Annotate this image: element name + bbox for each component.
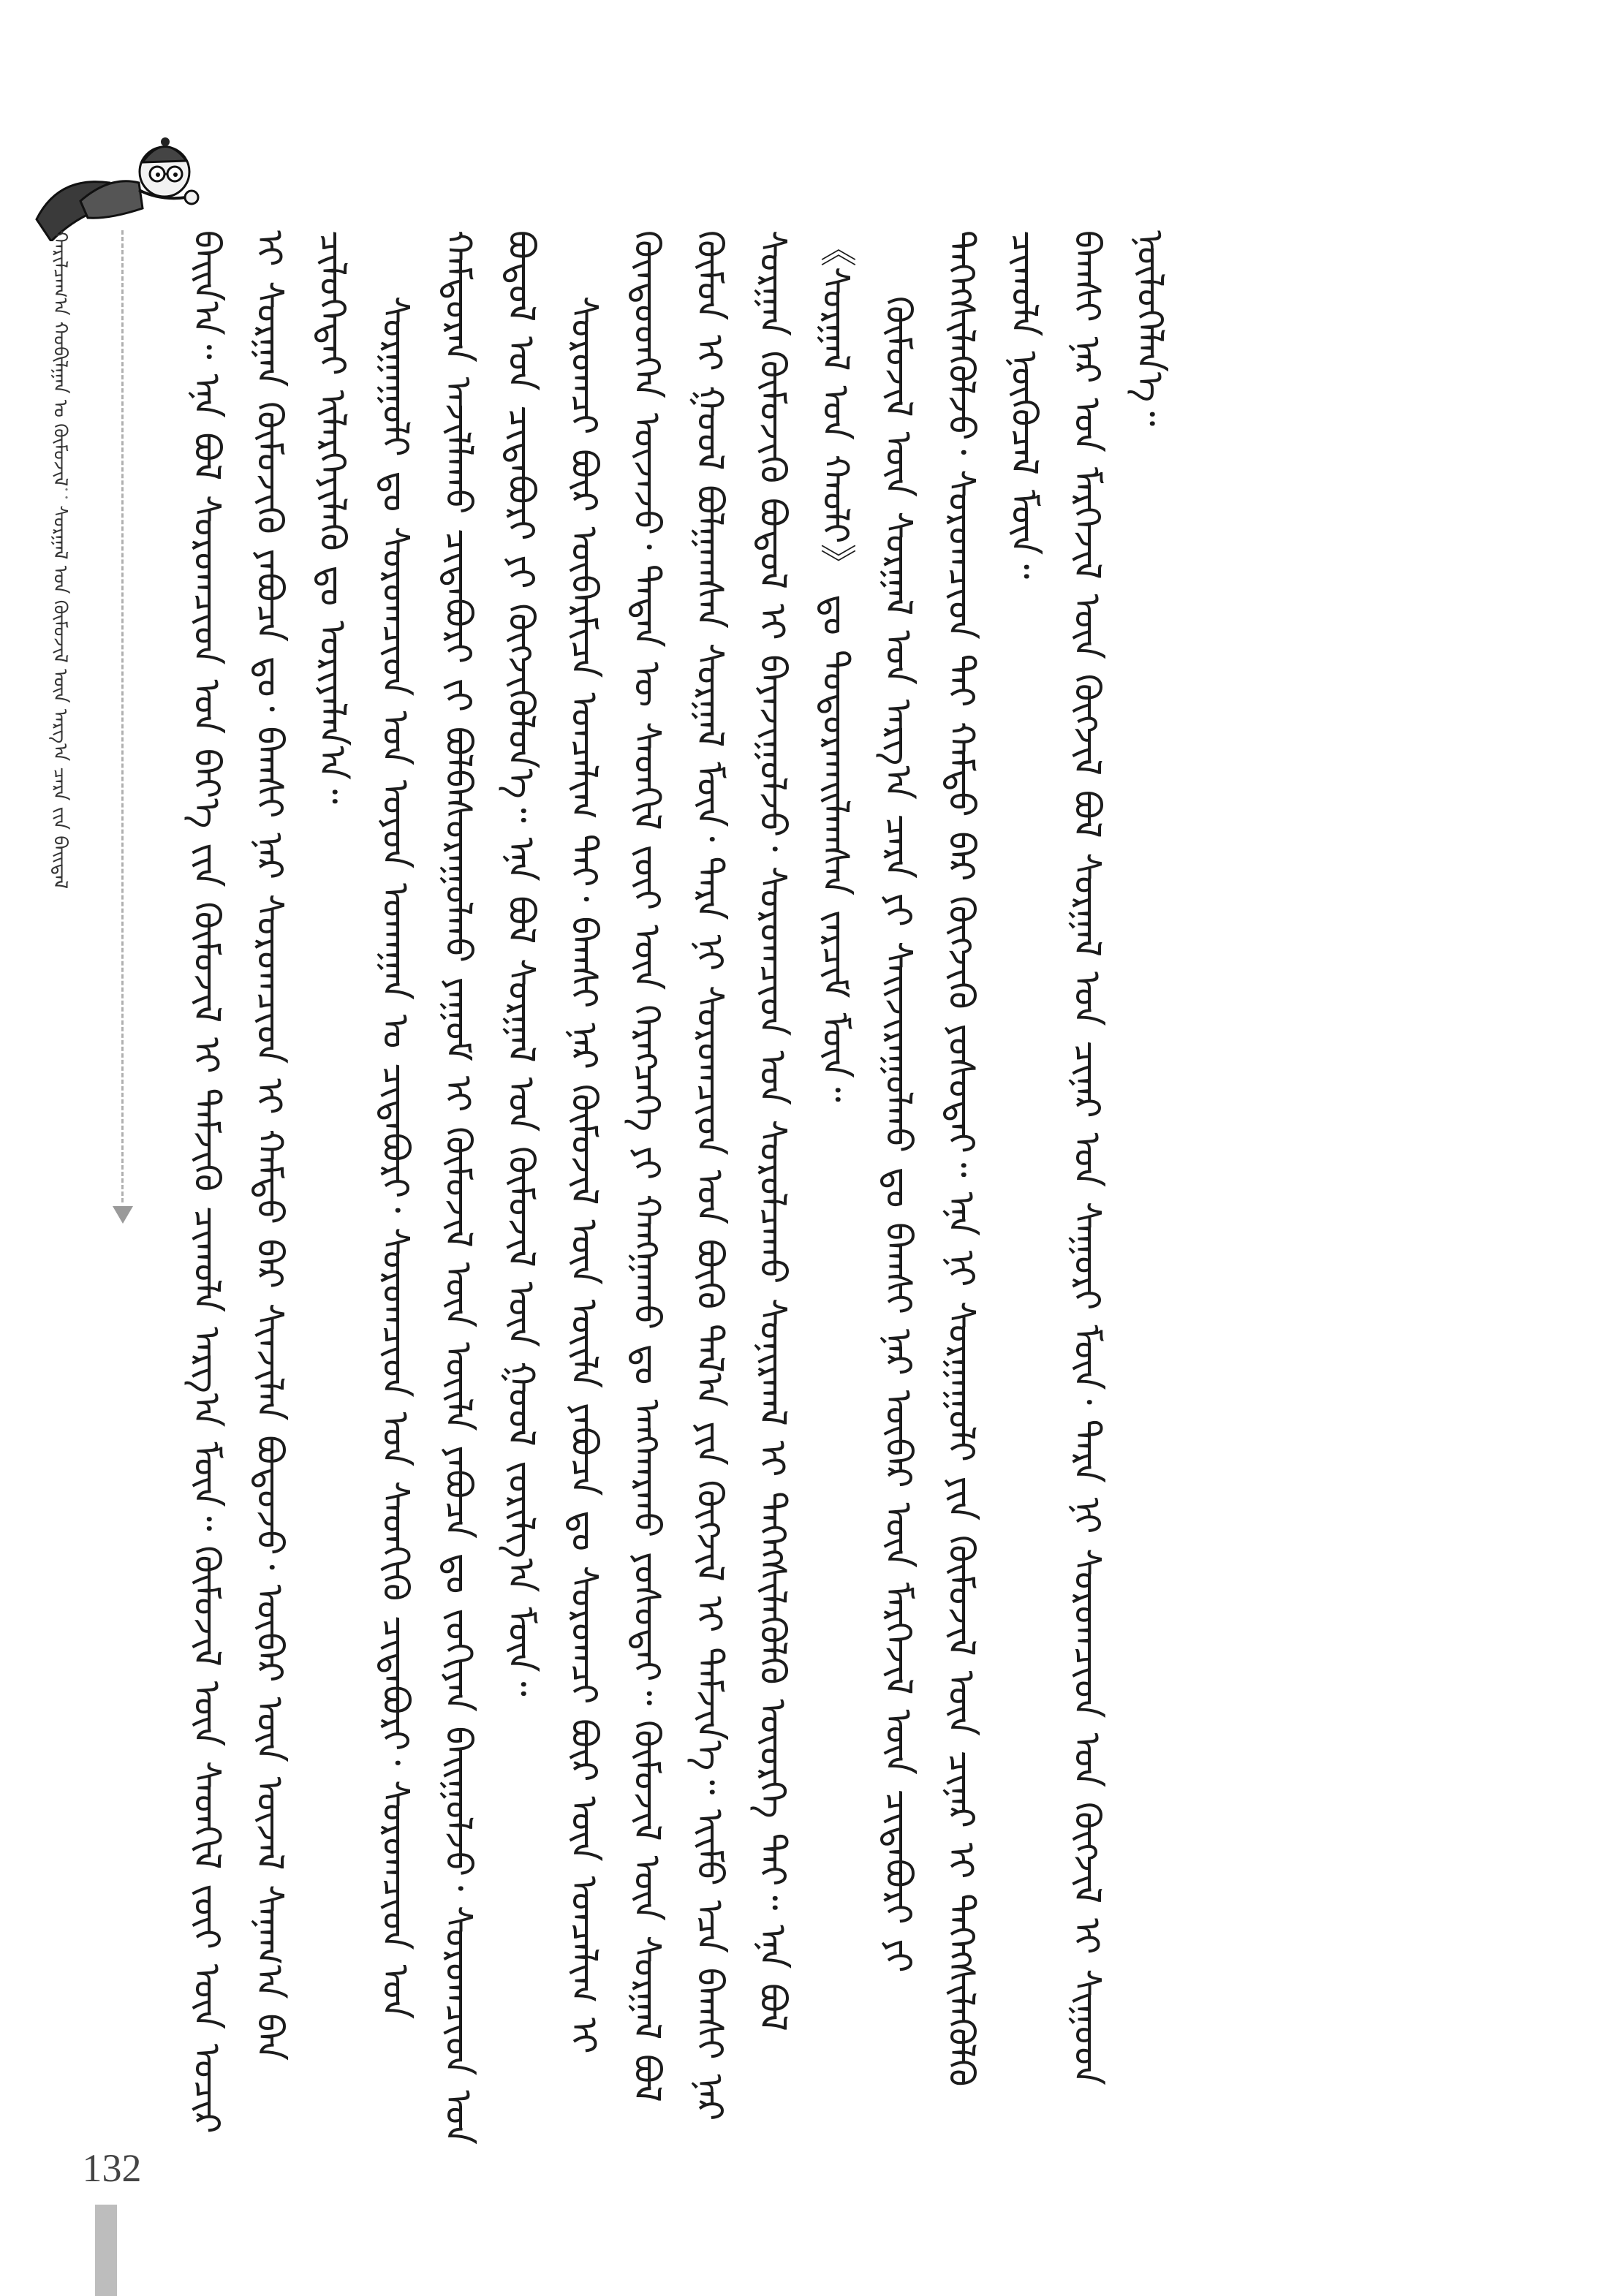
paragraph: ᠰᠤᠷᠭᠠᠭᠤᠯᠢ ᠳᠤ ᠰᠤᠷᠤᠭᠴᠢᠳ ᠤᠨ ᠤᠶᠤᠨ ᠤᠬᠠᠭᠠᠨ ᠤ ᠴᠢᠳᠠᠪᠤᠷᠢ᠂ ᠰᠤᠷᠤᠭᠴᠢᠳ ᠤᠨ ᠰᠡᠳᠬᠢᠬᠦ ᠴᠢᠳᠠᠪᠤᠷᠢ᠂ ᠰᠤᠷᠤᠭᠴᠢᠳ ᠤᠨ ᠬᠠᠮᠲᠤᠷᠠᠨ ᠠᠵᠢᠯᠯᠠᠬᠤ ᠴᠢᠳᠠᠪᠤᠷᠢ ᠵᠢ ᠪᠣᠯᠪᠠᠰᠤᠷᠠᠭᠤᠯᠬᠤ ᠶᠠᠭᠤᠮ ᠢ ᠬᠦᠮᠦᠵᠢᠯ ᠦᠨ ᠦᠢᠯᠡ ᠶᠠᠪᠤᠴᠠ ᠳᠤ ᠵᠣᠬᠢᠶᠠᠨ ᠪᠠᠢᠭᠤᠯᠵᠤ᠂ ᠰᠤᠷᠤᠭᠴᠢᠳ ᠤᠨ ᠪᠣᠳᠤᠯ ᠤᠨ ᠴᠢᠳᠠᠪᠤᠷᠢ ᠶᠢ ᠬᠦᠭᠵᠢᠭᠦᠯᠦᠨ᠎ᠡ᠃ ᠡᠨᠡ ᠪᠣᠯ ᠰᠤᠷᠭᠠᠯ ᠤᠨ ᠬᠦᠮᠦᠵᠢᠯ ᠦᠨ ᠭᠣᠣᠯ ᠵᠣᠷᠢᠯᠭ᠎ᠠ ᠮᠦᠨ᠃ bbox=[374, 230, 542, 2145]
running-head-book-title: ᠬᠠᠷᠢᠯᠴᠠᠭ᠎ᠠ ᠬᠤᠪᠢᠯᠭᠠᠨ ᠤ ᠬᠦᠮᠦᠵᠢᠯ bbox=[49, 230, 71, 487]
running-head-chapter-title: ᠰᠤᠷᠭᠠᠯ ᠤᠨ ᠬᠦᠮᠦᠵᠢᠯ ᠦᠨ ᠠᠷᠭ᠎ᠠ ᠴᠠᠷᠠ ᠵᠢᠨ ᠪᠠᠢᠳᠠᠯ bbox=[49, 505, 71, 890]
running-head-separator: ： bbox=[49, 486, 71, 506]
page-side-tab bbox=[95, 2205, 117, 2296]
triangle-arrow-icon bbox=[113, 1206, 133, 1224]
paragraph: ᠬᠦᠮᠦᠵᠢᠯ ᠦᠨ ᠰᠤᠷᠭᠠᠯ ᠤᠨ ᠠᠷᠭ᠎ᠠ ᠴᠠᠷᠠ ᠶᠢ ᠰᠠᠢᠵᠢᠷᠠᠭᠤᠯᠬᠤ ᠳᠤ ᠪᠠᠭᠰᠢ ᠨᠠᠷ ᠦᠪᠡᠷ ᠦᠨ ᠮᠡᠷᠭᠡᠵᠢᠯ ᠦᠨ ᠴᠢᠳᠠᠪᠤᠷᠢ ᠶᠢ ᠳᠡᠭᠡᠭᠰᠢᠯᠡᠭᠦᠯᠵᠦ᠂ ᠰᠤᠷᠤᠭᠴᠢᠳ ᠲᠠᠢ ᠬᠠᠮᠲᠤ ᠪᠡᠷ ᠬᠦᠭᠵᠢᠬᠦ ᠶᠤᠰᠤᠲᠠᠢ᠃ ᠡᠨᠡ ᠨᠢ ᠰᠤᠷᠭᠠᠭᠤᠯᠢ ᠶᠢᠨ ᠬᠦᠮᠦᠵᠢᠯ ᠦᠨ ᠴᠢᠨᠠᠷ ᠢ ᠳᠡᠭᠡᠭᠰᠢᠯᠡᠭᠦᠯᠬᠦ ᠴᠢᠬᠤᠯᠠ ᠨᠦᠬᠦᠴᠡᠯ ᠮᠦᠨ᠃ bbox=[877, 230, 1045, 2087]
body-text bbox=[175, 230, 1433, 2160]
flying-scholar-illustration bbox=[29, 132, 205, 241]
running-head-dashed-rule bbox=[121, 230, 124, 1202]
paragraph: ᠰᠤᠷᠤᠭᠴᠢ ᠪᠦᠷ ᠦᠪᠡᠷᠮᠢᠴᠡ ᠣᠨᠴᠠᠯᠢᠭ ᠲᠠᠢ᠂ ᠪᠠᠭᠰᠢ ᠨᠠᠷ ᠬᠦᠮᠦᠵᠢᠯ ᠦᠨ ᠦᠢᠯᠡ ᠶᠠᠪᠤᠴᠠ ᠳᠤ ᠰᠤᠷᠤᠭᠴᠢ ᠪᠦᠷ ᠦᠨ ᠣᠨᠴᠠᠯᠢᠭ ᠢ ᠬᠦᠨᠳᠦᠳᠬᠡᠨ ᠦᠵᠡᠵᠦ᠂ ᠲᠡᠳᠡᠨ ᠦ ᠰᠡᠳᠬᠢᠯ ᠵᠦᠢ ᠦᠨ ᠬᠡᠷᠡᠭᠴᠡᠭᠡ ᠶᠢ ᠬᠠᠩᠭᠠᠬᠤ ᠳᠤ ᠠᠩᠬᠠᠷᠬᠤ ᠶᠤᠰᠤᠲᠠᠢ᠃ ᠬᠦᠮᠦᠵᠢᠯ ᠦᠨ ᠰᠤᠷᠭᠠᠯ ᠪᠣᠯ ᠬᠦᠮᠦᠨ ᠢ ᠭᠣᠣᠯ ᠪᠣᠯᠭᠠᠭᠰᠠᠨ ᠰᠤᠷᠭᠠᠯ ᠮᠦᠨ᠂ ᠲᠡᠷᠡ ᠨᠢ ᠰᠤᠷᠤᠭᠴᠢᠳ ᠤᠨ ᠪᠦᠬᠦ ᠲᠠᠯ᠎ᠠ ᠶᠢᠨ ᠬᠦᠭᠵᠢᠯ ᠢ ᠳᠡᠮᠵᠢᠨ᠎ᠡ᠃ ᠢᠢᠮᠦ ᠡᠴᠡ ᠪᠠᠭᠰᠢ ᠨᠠᠷ ᠰᠤᠷᠭᠠᠨ ᠬᠦᠮᠦᠵᠢᠬᠦ ᠪᠣᠳᠤᠯ ᠢ ᠪᠠᠶᠠᠵᠢᠭᠤᠯᠵᠤ᠂ ᠰᠤᠷᠤᠭᠴᠢᠳ ᠤᠨ ᠰᠤᠷᠤᠯᠴᠠᠬᠤ ᠰᠣᠨᠢᠷᠬᠠᠯ ᠢ ᠳᠡᠭᠡᠭᠰᠢᠯᠡᠭᠦᠯᠬᠦ ᠦᠦᠷᠭᠡ ᠲᠠᠢ᠃ ᠡᠨᠡ ᠪᠣᠯ 《ᠰᠤᠷᠭᠠᠯ ᠤᠨ ᠬᠠᠤᠯᠢ》 ᠳᠤ ᠲᠣᠳᠣᠷᠬᠠᠢᠯᠠᠭᠰᠠᠨ ᠵᠠᠷᠴᠢᠮ ᠮᠦᠨ᠃ bbox=[563, 230, 857, 2121]
paragraph: ᠪᠠᠭᠰᠢ ᠨᠠᠷ ᠤᠨ ᠮᠡᠷᠭᠡᠵᠢᠯ ᠦᠨ ᠬᠦᠭᠵᠢᠯ ᠪᠣᠯ ᠰᠤᠷᠭᠠᠯ ᠤᠨ ᠴᠢᠨᠠᠷ ᠤᠨ ᠰᠠᠭᠤᠷᠢ ᠮᠦᠨ᠂ ᠲᠡᠷᠡ ᠨᠢ ᠰᠤᠷᠤᠭᠴᠢᠳ ᠤᠨ ᠬᠦᠭᠵᠢᠯ ᠢ ᠰᠢᠭᠤᠳ ᠨᠥᠯᠦᠭᠡᠯᠡᠨ᠎ᠡ᠃ bbox=[1066, 230, 1171, 2085]
running-head bbox=[42, 230, 77, 1202]
page-number: 132 bbox=[82, 2146, 142, 2190]
paragraph: ᠪᠠᠢᠨ᠎ᠠ᠃ ᠡᠨᠡ ᠪᠣᠯ ᠰᠤᠷᠤᠭᠴᠢᠳ ᠤᠨ ᠪᠡᠶ᠎ᠡ ᠵᠢᠨ ᠬᠦᠮᠦᠵᠢᠯ ᠢ ᠳᠡᠮᠵᠢᠬᠦ ᠴᠢᠬᠤᠯᠠ ᠠᠷᠭ᠎ᠠ ᠮᠦᠨ᠃ ᠬᠦᠮᠦᠵᠢᠯ ᠦᠨ ᠰᠡᠳᠬᠢᠯ ᠵᠦᠢ ᠦᠨ ᠤᠴᠢᠷ ᠢ ᠰᠤᠷᠭᠠᠨ ᠬᠦᠮᠦᠵᠢᠬᠦ ᠶᠠᠪᠤᠴᠠ ᠳᠤ᠂ ᠪᠠᠭᠰᠢ ᠨᠠᠷ ᠰᠤᠷᠤᠭᠴᠢᠳ ᠢ ᠬᠠᠮᠲᠤ ᠪᠡᠷ ᠰᠢᠨᠵᠢᠯᠡᠨ ᠪᠣᠳᠤᠵᠤ᠂ ᠦᠪᠡᠷ ᠦᠨ ᠦᠵᠡᠯ ᠰᠠᠨᠠᠭ᠎ᠠ ᠪᠡᠨ ᠴᠢᠯᠦᠭᠡᠳᠡᠢ ᠢᠯᠡᠷᠬᠡᠶᠢᠯᠡᠬᠦ ᠳᠤ ᠤᠷᠢᠶᠠᠯᠠᠨ᠎ᠠ᠃ bbox=[186, 230, 354, 2134]
